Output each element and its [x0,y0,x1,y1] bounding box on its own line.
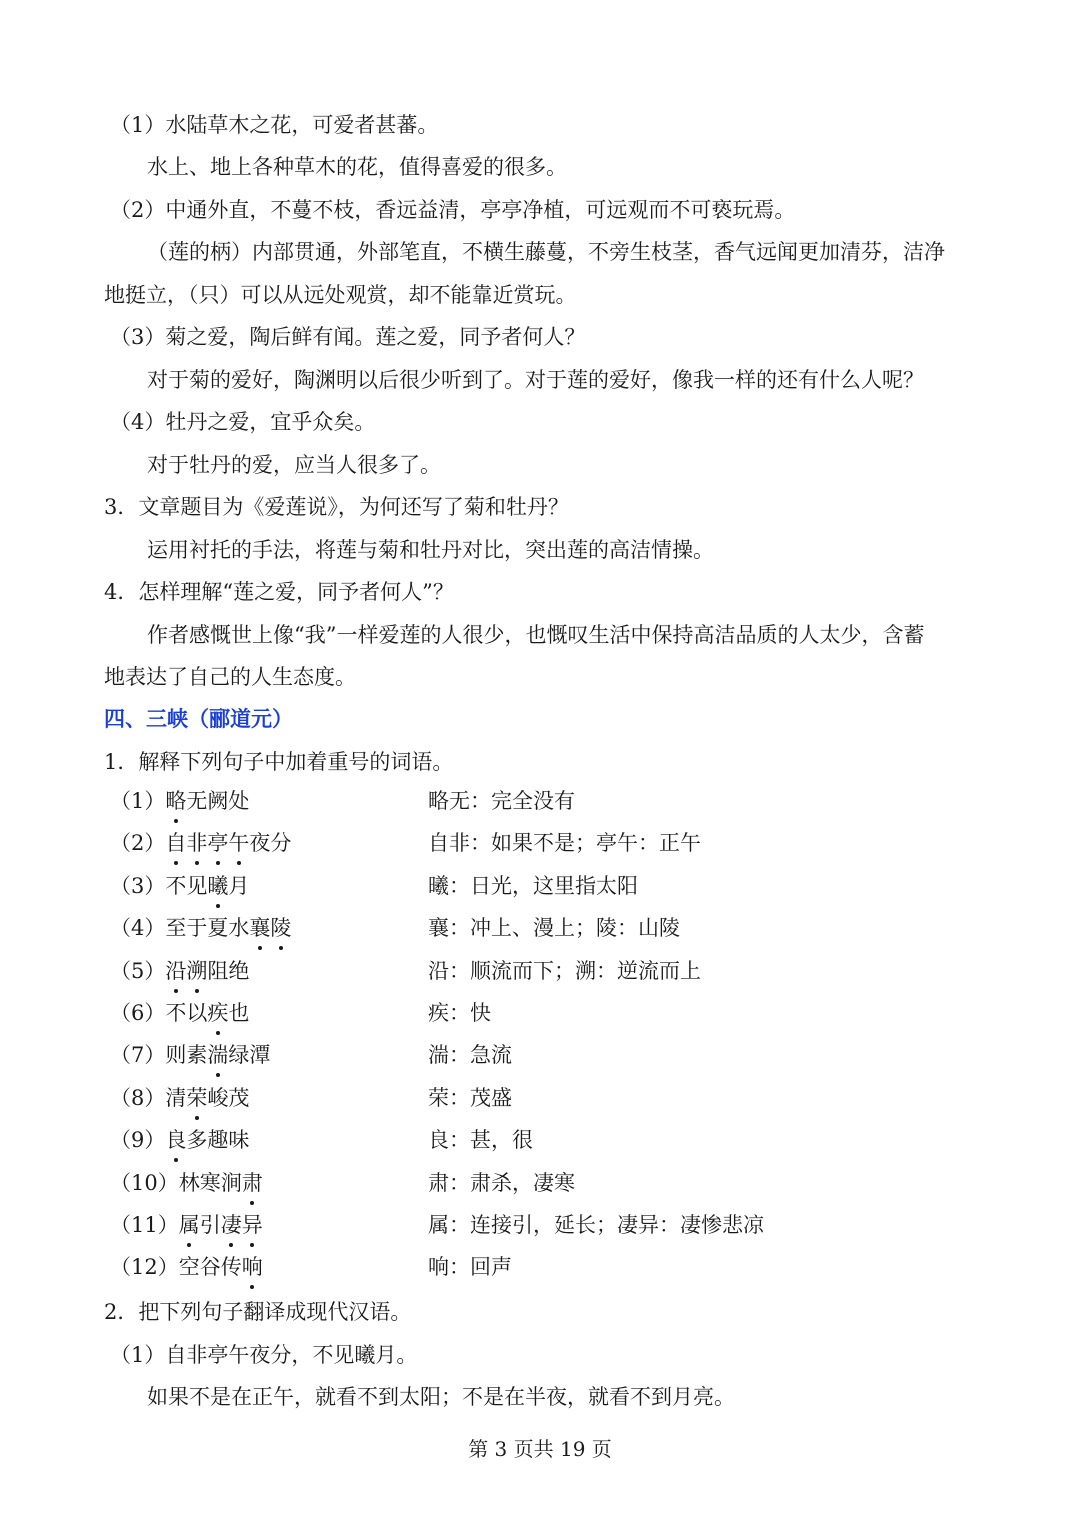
sentence-text: 也 [228,1001,250,1025]
emphasized-word: 良 [165,1128,187,1152]
emphasized-word: 午 [228,831,250,855]
vocab-sentence [110,957,249,985]
sentence-text: 至于夏水 [165,916,250,940]
question-line: （1）水陆草木之花，可爱者甚蕃。 [110,113,439,137]
sentence-text: 引 [199,1213,221,1237]
question-line: （3）菊之爱，陶后鲜有闻。莲之爱，同予者何人？ [110,325,586,349]
emphasized-word: 属 [178,1213,200,1237]
vocab-sentence [110,1084,249,1112]
item-number: （7） [110,1043,166,1067]
sentence-text: 无阙处 [186,789,250,813]
sentence-text: 则素 [165,1043,208,1067]
vocab-definition: 响：回声 [428,1255,512,1279]
vocab-definition: 曦：日光，这里指太阳 [428,874,638,898]
sentence-text: 阻绝 [207,959,250,983]
emphasized-word: 荣 [186,1086,208,1110]
item-number: （5） [110,959,166,983]
page-footer: 第 3 页共 19 页 [468,1437,612,1461]
answer-line: 水上、地上各种草木的花，值得喜爱的很多。 [147,155,567,179]
emphasized-word: 异 [241,1213,263,1237]
sentence-text: 月 [228,874,250,898]
emphasized-word: 溯 [186,959,208,983]
vocab-definition: 良：甚，很 [428,1128,533,1152]
answer-line: 运用衬托的手法，将莲与菊和牡丹对比，突出莲的高洁情操。 [147,538,714,562]
vocab-definition: 沿：顺流而下；溯：逆流而上 [428,959,701,983]
emphasized-word: 自 [165,831,187,855]
sentence-text: 绿潭 [228,1043,271,1067]
item-number: （10） [110,1171,179,1195]
vocab-definition: 荣：茂盛 [428,1086,512,1110]
sentence-text: 不以 [165,1001,208,1025]
sentence-text: 不见 [165,874,208,898]
emphasized-word: 凄 [220,1213,242,1237]
emphasized-word: 亭 [207,831,229,855]
vocab-sentence [110,999,249,1027]
vocab-sentence [110,872,249,900]
vocab-sentence [110,914,291,942]
answer-line: 地挺立，（只）可以从远处观赏，却不能靠近赏玩。 [104,283,577,307]
sentence-text: 空谷传 [178,1255,242,1279]
answer-line: 对于牡丹的爱，应当人很多了。 [147,453,441,477]
question-title: 2．把下列句子翻译成现代汉语。 [104,1300,412,1324]
vocab-sentence [110,787,249,815]
sentence-text: 多趣味 [186,1128,250,1152]
emphasized-word: 肃 [241,1171,263,1195]
vocab-definition: 肃：肃杀，凄寒 [428,1171,575,1195]
sentence-text: 林寒涧 [178,1171,242,1195]
item-number: （11） [110,1213,179,1237]
vocab-definition: 自非：如果不是；亭午：正午 [428,831,701,855]
emphasized-word: 襄 [249,916,271,940]
answer-line: 对于菊的爱好，陶渊明以后很少听到了。对于莲的爱好，像我一样的还有什么人呢？ [147,368,924,392]
answer-line: 地表达了自己的人生态度。 [104,665,356,689]
item-number: （12） [110,1255,179,1279]
item-number: （1） [110,789,166,813]
item-number: （3） [110,874,166,898]
answer-line: （莲的柄）内部贯通，外部笔直，不横生藤蔓，不旁生枝茎，香气远闻更加清芬，洁净 [147,240,945,264]
question-line: 3．文章题目为《爱莲说》，为何还写了菊和牡丹？ [104,495,569,519]
question-line: 4．怎样理解“莲之爱，同予者何人”？ [104,580,454,604]
sentence-text: 夜分 [249,831,292,855]
vocab-sentence [110,1253,263,1281]
sentence-text: 峻茂 [207,1086,250,1110]
item-number: （9） [110,1128,166,1152]
vocab-definition: 襄：冲上、漫上；陵：山陵 [428,916,680,940]
item-number: （4） [110,916,166,940]
item-number: （8） [110,1086,166,1110]
answer-line: 作者感慨世上像“我”一样爱莲的人很少，也慨叹生活中保持高洁品质的人太少，含蓄 [147,623,925,647]
vocab-sentence [110,1041,270,1069]
emphasized-word: 响 [241,1255,263,1279]
vocab-sentence [110,1126,249,1154]
vocab-definition: 属：连接引，延长；凄异：凄惨悲凉 [428,1213,764,1237]
emphasized-word: 陵 [270,916,292,940]
question-line: （2）中通外直，不蔓不枝，香远益清，亭亭净植，可远观而不可亵玩焉。 [110,198,796,222]
emphasized-word: 略 [165,789,187,813]
section-heading: 四、三峡（郦道元） [104,706,293,731]
question-title: 1．解释下列句子中加着重号的词语。 [104,750,454,774]
question-line: （1）自非亭午夜分，不见曦月。 [110,1343,418,1367]
emphasized-word: 疾 [207,1001,229,1025]
vocab-sentence [110,829,291,857]
emphasized-word: 曦 [207,874,229,898]
answer-line: 如果不是在正午，就看不到太阳；不是在半夜，就看不到月亮。 [147,1385,735,1409]
emphasized-word: 沿 [165,959,187,983]
item-number: （6） [110,1001,166,1025]
item-number: （2） [110,831,166,855]
vocab-definition: 疾：快 [428,1001,491,1025]
vocab-sentence [110,1169,263,1197]
vocab-definition: 湍：急流 [428,1043,512,1067]
vocab-sentence [110,1211,263,1239]
vocab-definition: 略无：完全没有 [428,789,575,813]
emphasized-word: 湍 [207,1043,229,1067]
sentence-text: 清 [165,1086,187,1110]
emphasized-word: 非 [186,831,208,855]
question-line: （4）牡丹之爱，宜乎众矣。 [110,410,376,434]
